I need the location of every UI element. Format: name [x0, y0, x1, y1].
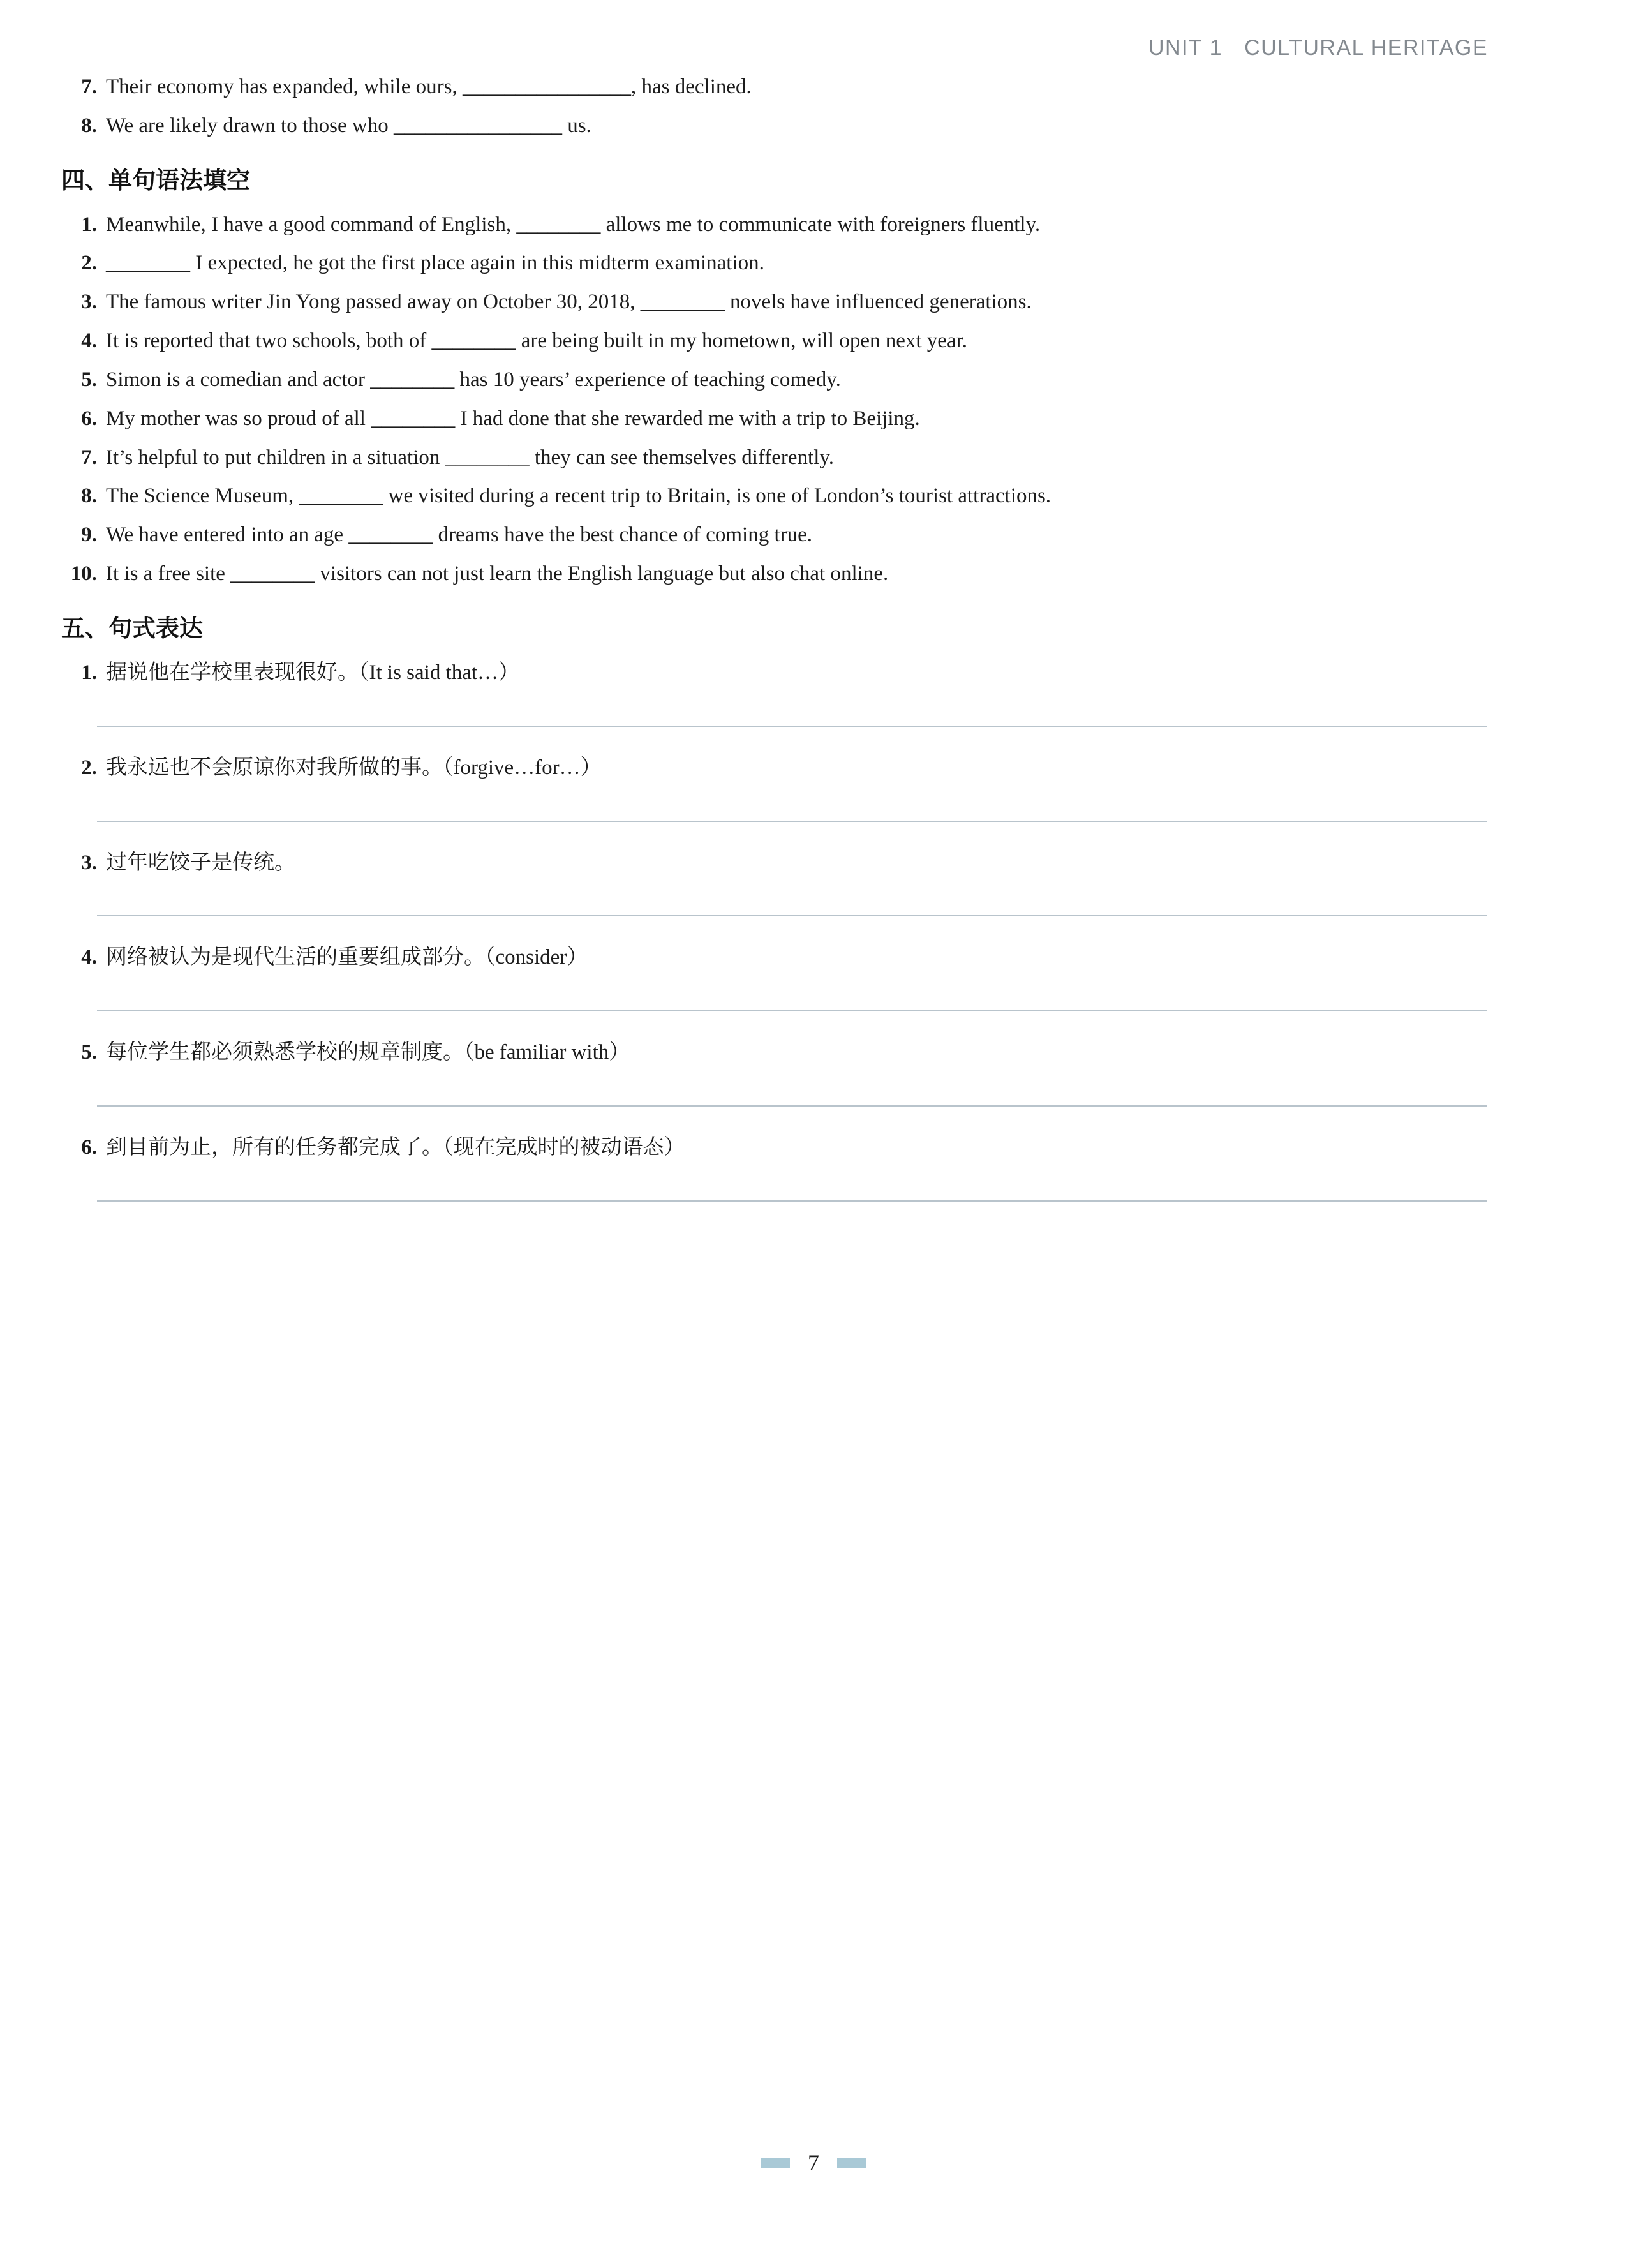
item-text: Their economy has expanded, while ours, ________________, has declined. [106, 75, 752, 98]
item-text: We have entered into an age ________ dreams have the best chance of coming true. [106, 523, 812, 547]
item-text: 每位学生都必须熟悉学校的规章制度。（be familiar with） [106, 1041, 630, 1064]
section5-item [61, 657, 1488, 727]
item-text: 网络被认为是现代生活的重要组成部分。（consider） [106, 946, 588, 969]
item-number: 1. [81, 213, 97, 236]
section4-item [61, 287, 1488, 318]
item-number: 6. [81, 1136, 97, 1160]
item-number: 2. [81, 756, 97, 779]
section4-item [61, 209, 1488, 241]
item-number: 1. [81, 660, 97, 684]
item-text: The Science Museum, ________ we visited during a recent trip to Britain, is one of London’s tourist attractions. [106, 484, 1051, 508]
item-number: 2. [81, 251, 97, 275]
item-number: 8. [81, 484, 97, 508]
item-number: 4. [81, 329, 97, 353]
item-text: My mother was so proud of all ________ I had done that she rewarded me with a trip to Beijing. [106, 407, 920, 430]
page-content [61, 71, 1488, 1227]
section5-heading: 五、句式表达 [61, 615, 203, 641]
item-number: 6. [81, 407, 97, 430]
section5-sentence [61, 1132, 1488, 1163]
section4-item [61, 364, 1488, 396]
item-text: The famous writer Jin Yong passed away on October 30, 2018, ________ novels have influenced generations. [106, 290, 1032, 314]
item-number: 10. [70, 562, 97, 586]
section4-item [61, 519, 1488, 551]
section4-item [61, 442, 1488, 474]
carryover-item [61, 71, 1488, 103]
page-marker-right [837, 2158, 866, 2168]
item-number: 5. [81, 368, 97, 391]
item-number: 3. [81, 290, 97, 314]
section5-item [61, 847, 1488, 917]
section4-item [61, 558, 1488, 590]
section5-sentence [61, 752, 1488, 784]
answer-line [97, 726, 1487, 727]
answer-line [97, 915, 1487, 916]
section5-sentence [61, 847, 1488, 879]
item-text: It is a free site ________ visitors can not just learn the English language but also chat online. [106, 562, 889, 586]
answer-line [97, 1010, 1487, 1011]
section4-item [61, 403, 1488, 435]
section5-sentence [61, 657, 1488, 689]
page-footer [0, 2149, 1627, 2176]
running-head-unit: UNIT 1 [1148, 36, 1223, 60]
section5-item [61, 1037, 1488, 1107]
page-number: 7 [808, 2150, 819, 2175]
answer-line [97, 821, 1487, 822]
item-number: 3. [81, 851, 97, 874]
running-head-title: CULTURAL HERITAGE [1244, 36, 1488, 60]
item-number: 7. [81, 75, 97, 98]
section4-heading: 四、单句语法填空 [61, 167, 250, 193]
section5-item [61, 942, 1488, 1011]
item-text: 过年吃饺子是传统。 [106, 851, 295, 874]
item-text: It is reported that two schools, both of ________ are being built in my hometown, will open next year. [106, 329, 968, 353]
item-text: It’s helpful to put children in a situation ________ they can see themselves differently. [106, 445, 834, 469]
item-text: ________ I expected, he got the first place again in this midterm examination. [106, 251, 764, 275]
item-number: 7. [81, 445, 97, 469]
item-text: We are likely drawn to those who ________________ us. [106, 114, 591, 137]
answer-line [97, 1105, 1487, 1107]
item-number: 5. [81, 1041, 97, 1064]
item-text: Simon is a comedian and actor ________ has 10 years’ experience of teaching comedy. [106, 368, 841, 391]
item-text: 据说他在学校里表现很好。（It is said that…） [106, 660, 520, 684]
carryover-item [61, 110, 1488, 142]
section5-sentence [61, 942, 1488, 973]
section4-item [61, 248, 1488, 279]
answer-line [97, 1200, 1487, 1202]
section5-item [61, 1132, 1488, 1202]
item-text: Meanwhile, I have a good command of English, ________ allows me to communicate with foreigners fluently. [106, 213, 1041, 236]
item-number: 4. [81, 946, 97, 969]
section5-sentence [61, 1037, 1488, 1068]
section4-item [61, 325, 1488, 357]
page-marker-left [761, 2158, 790, 2168]
item-text: 到目前为止，所有的任务都完成了。（现在完成时的被动语态） [106, 1136, 685, 1160]
item-number: 9. [81, 523, 97, 547]
item-text: 我永远也不会原谅你对我所做的事。（forgive…for…） [106, 756, 602, 779]
item-number: 8. [81, 114, 97, 137]
running-head [1148, 36, 1488, 61]
section4-item [61, 481, 1488, 512]
section5-item [61, 752, 1488, 822]
